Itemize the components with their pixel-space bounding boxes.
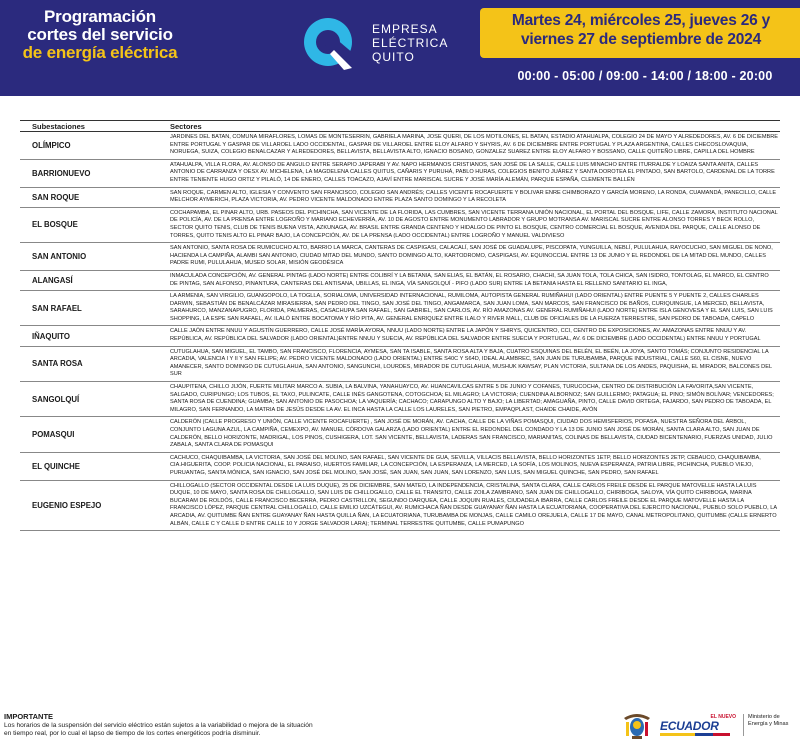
outage-hours: 00:00 - 05:00 / 09:00 - 14:00 / 18:00 - 20:00 <box>517 69 773 83</box>
sector-list: SAN ANTONIO, SANTA ROSA DE RUMICUCHO ALTO, BARRIO LA MARCA, CANTERAS DE CASPIGASI, CALACALÍ, SAN JOSÉ DE GUADALUPE, PISCOPATA, YUNGUILLA, NEBLÍ, PULULAHUA, RAYOCUCHO, SAN MIGUEL DE NONO, HACIENDA LA CAMPIÑA, ALAMBI SAN ANTONIO, CIUDAD MITAD DEL MUNDO, SANTO DOMINGO ALTO, KARTODROMO, CASPIGASI, AV. EQUINOCCIAL ENTRE 13 DE JUNIO Y EL REDONDEL DE LA MITAD DEL MUNDO, CALLES PADRE RUMI, PULULAHUA, MUSEO SOLAR, MISIÓN GEODÉSICA <box>170 245 773 267</box>
company-line-2: ELÉCTRICA <box>372 36 449 50</box>
table-row <box>20 382 780 417</box>
table-row <box>20 271 780 291</box>
sector-list: CHAUPITENA, CHILLO JIJÓN, FUERTE MILITAR MARCO A. SUBIA, LA BALVINA, YANAHUAYCO, AV. HUANCAVILCAS ENTRE 5 DE JUNIO Y COFANES, TURUCOCHA, CENTRO DE DISTRIBUCIÓN LA FAVORITA,SAN VICENTE, SALGADO, CURIPUNGO; LOS TUBOS, EL TAXO, PULINCATE, CALLE INÉS GANGOTENA, COTOGCHOA; EL MILAGRO; LA VICTORIA; CUENDINA ALBORNOZ; SAN GUILLERMO; PATAGUA; EL PINO; SIMÓN BOLÍVAR; VENCEDORES; SANTA ROSA DE CUENDINA; GUAMBA; SAN ANTONIO DE PASOCHOA; LA VAQUERÍA; CACHACO; CARAPUNGO ALTO Y BAJO; LA LIBERTAD; AMAGUAÑA, PINTO, CALLE DAVID ORTEGA, FAJARDO, SAN PEDRO DE TABOADA, EL MILAGRO, SAN FERNANDO, LA MATRIA DE JESÚS DESDE LA AV. EL INCA HASTA LA CALLE LOS LAURELES, SAN PIETRO, EMPAQPLAST, CHAIDE CHAIDE, AVÓN <box>170 384 774 413</box>
company-line-1: EMPRESA <box>372 22 438 36</box>
table-row <box>20 132 780 160</box>
table-row <box>20 453 780 481</box>
substation-name: SAN ROQUE <box>32 192 80 202</box>
dates-banner <box>480 8 800 58</box>
divider <box>743 714 744 736</box>
flag-stripe-icon <box>660 733 730 736</box>
ecuador-wordmark: ECUADOR <box>660 719 719 733</box>
ministry-line-2: Energía y Minas <box>748 721 789 727</box>
substation-name: OLÍMPICO <box>32 140 71 150</box>
outage-table <box>20 120 780 531</box>
el-nuevo-label: EL NUEVO <box>710 714 736 720</box>
substation-name: IÑAQUITO <box>32 331 70 341</box>
header-substations: Subestaciones <box>32 122 85 131</box>
page-title <box>0 8 200 62</box>
table-row <box>20 417 780 452</box>
government-logos <box>620 706 800 746</box>
important-line-1: Los horarios de la suspensión del servicio eléctrico están sujetos a la variabilidad o mejora de la situación <box>4 722 313 729</box>
sector-list: INMACULADA CONCEPCIÓN, AV. GENERAL PINTAG (LADO NORTE) ENTRE COLIBRÍ Y LA BETANIA, SAN ELIAS, EL BATÁN, EL ROSARIO, CHACHI, SA JUAN TOLA, TOLA CHICA, SAN ISIDRO, TONTOLAG, EL MARCO, EL CENTRO DE PINTAG, SAN ALFONSO, PINANTURA, CANTERAS DEL ANTISANA, UBILLAS, EL INGA, VÍA SANGOLQUÍ - PIFO (LADO SUR) ENTRE LA BETANIA HASTA EL RELLENO SANITARIO EL INGA, <box>170 272 769 287</box>
table-row <box>20 291 780 326</box>
sector-list: ATAHUALPA, VILLA FLORA, AV. ALONSO DE ANGULO ENTRE SERAPIO JAPERABI Y AV. NAPO HERMANOS CRISTIANOS, SAN JOSÉ DE LA SALLE, CALLE LUIS MINACHO ENTRE ITURRALDE Y LOAIZA SANTA ANITA, CALLES ANTONIO DE CARRANZA Y OESX AV. MICHELENA, LA MAGDELENA CALLES QUITUS, CAÑARIS Y PURUHÁ, PABLO HURAS, COLEGIOS BENITO JUÁREZ Y SANTA DOROTEA EL PINTADO, SAN BARTOLO, CARDENAL DE LA TORRE ENTRE TENIENTE HUGO ORTIZ Y PILALÓ, 14 DE ENERO, CALLES TOACAZO, AJAVÍ ENTRE MARISCAL SUCRE Y JOSÉ MARÍA ALEMÁN, PARQUE ESPAÑA, CLEMENTE BALLÉN <box>170 161 775 183</box>
table-row <box>20 208 780 243</box>
important-note <box>4 712 404 739</box>
company-line-3: QUITO <box>372 50 415 64</box>
substation-name: EUGENIO ESPEJO <box>32 500 102 510</box>
substation-name: SANGOLQUÍ <box>32 394 80 404</box>
sector-list: LA ARMENIA, SAN VIRGILIO, GUANGOPOLO, LA TOGLLA, SORIALOMA, UNIVERSIDAD INTERNACIONAL, RUMILOMA, AUTOPISTA GENERAL RUMIÑAHUI (LADO ORIENTAL) ENTRE PUENTE 5 Y PUENTE 2, CALLES CHARLES DARWIN, SEBASTIÁN DE BENALCÁZAR MIRASIERRA, SAN PEDRO DEL TINGO, SAN JOSÉ DEL TINGO, ANGAMARCA, SAN JUAN LOMA, SAN MARCOS, SAN FRANCISCO DE BAÑOS, CURIQUINGUE, LA MERCED, BELLAVISTA, SARAHURCO, MANZANAPUGRO, FLORIDA, PALMERAS, CASACHUPA SAN RAFAEL, SAN GABRIEL, SAN CARLOS, AV. RÍO AMAZONAS AV. GENERAL RUMIÑAHUI (LADO NORTE) ENTRE ISLA GENOVESA Y EL SAN LUIS, SAN LUIS SHOPPING, LA ESPE SAN RAFAEL, AV. ILALÓ ENTRE BOCATOMA Y RÍO PITA, AV. GENERAL ENRIQUEZ ENTRE ILALO Y RIVER MALL, CLUB DE OFICIALES DE LA FUERZA TERRESTRE, SAN PEDRO DE TABOADA, CAPELO <box>170 293 773 322</box>
title-line-3: de energía eléctrica <box>22 43 178 62</box>
substation-name: SAN ANTONIO <box>32 252 87 262</box>
eeq-logo-icon <box>300 14 360 74</box>
table-row <box>20 326 780 346</box>
table-header <box>20 120 780 132</box>
company-logo <box>300 14 500 74</box>
substation-name: SAN RAFAEL <box>32 303 82 313</box>
sector-list: CALDERÓN (CALLE PROGRESO Y UNIÓN, CALLE VICENTE ROCAFUERTE) , SAN JOSÉ DE MORÁN, AV. CACHA, CALLE DE LA VIÑAS POMASQUI, CIUDAD DOS HEMISFERIOS, POFASA, NUESTRA SEÑORA DEL ÁRBOL, CONJUNTO LAGUNA AZUL, LA CAMPIÑA, CEMEXPO, AV. MANUEL CÓRDOVA GALARZA (LADO ORIENTAL) ENTRE EL REDONDEL DEL CONDADO Y LA 13 DE JUNIO SAN JOSÉ DE MORÁN, SANTA CLARA ALTO, SAN JUAN DE CALDERÓN, BELLO HORIZONTE, MADRIGAL, LOS PINOS, CUSHIGERA, LOT. SAN VICENTE, BELLAVISTA, LADERAS SAN FRANCISCO, MARIANITAS, COLINAS DE BELLAVISTA, CIUDAD BICENTENARIO, FUERZAS UNIDAD, JULIO ZABALA, SANTA CLARA DE POMASQUI <box>170 419 773 449</box>
dates-line-1: Martes 24, miércoles 25, jueves 26 y <box>511 12 771 29</box>
table-row <box>20 243 780 271</box>
substation-name: SANTA ROSA <box>32 359 83 369</box>
ecuador-brand <box>660 714 740 736</box>
important-line-2: en tiempo real, por lo cual el lapso de tiempo de los cortes energéticos podría disminuir. <box>4 730 261 738</box>
header-sectors: Sectores <box>170 122 202 131</box>
table-row <box>20 347 780 382</box>
dates-line-2: viernes 27 de septiembre de 2024 <box>520 31 762 48</box>
company-name <box>372 22 448 64</box>
sector-list: CUTUGLAHUA, SAN MIGUEL, EL TAMBO, SAN FRANCISCO, FLORENCIA, AYMESA, SAN TA ISABLE, SANTA ROSA ALTA Y BAJA, CUATRO ESQUINAS DEL BELÉN, EL BEÉN, LA JOYA, SANTO TOMÁS; CONJUNTO RESIDENCIAL LA ARCADIA, VALENCIA I Y II Y SAN FELIPE; AV. PEDRO VICENTE MALDONADO (LADO ORIENTAL) ENTRE S40C Y S64D, IDEAL ALAMBREC, SAN JUAN DE TURUBAMBA, PARQUE INDUSTRIAL, CALLE S60, EL CISNE, NUEVO AMANECER, SANTO DOMINGO DE CUTUGLAHUA, SAN ANTONIO, SANGUNCHI, LOURDES, MIRADOR DE CUTUGLAHUA, MUSHUK KAWSAY, PLAN VICTORIA, SULTANA DE LOS ANDES, PAQUISHA, EL MIRADOR, BALCONES DEL SUR <box>170 348 772 378</box>
sector-list: CHILLOGALLO (SECTOR OCCIDENTAL DESDE LA LUIS DUQUE), 25 DE DICIEMBRE, SAN MATEO, LA INDEPENDENCIA, CRISTALINA, SANTA CLARA, CALLE CARLOS FREILE DESDE EL PARQUE MATOVELLE HASTA LA LUIS DUQUE, 10 DE MAYO, SANTA ROSA DE CHILLOGALLO, SAN LUIS DE CHILLOGALLO, CALLE EL TRANSITO, CALLE ZOILA ZAMBRANO, SAN JUAN DE CHILLOGALLO, CHIRIBOGA, SALOYA, VÍA QUITO CHIRIBOGA, MARINA BUCARAM DE ROLDÓS, CALLE FRANCISCO BECERRA, PEDRO CASTRILLON, SEGUNDO DARQUEA, CALLE JOQUIN RUALES, CIUDADELA IBARRA, CALLE CARLOS FREILE DESDE EL PARQUE MATOVELLE HASTA LA FRANCISCO LÓPEZ, PARQUE CENTRAL CHILLOGALLO, CALLE EMILIO UZCÁTEGUI, AV. RUMICHACA ÑAN DESDE GUAYANAY ÑAN HASTA LA ECUATORIANA, COOPERATIVA DEL EJERCITO NACIONAL, PUEBLO SOLO PUEBLO, LA ARCADIA, AV. QUITUMBE ÑAN ENTRE GUAYANAY ÑAN HASTA QUILLA ÑAN, LA ECUATORIANA, TURUBAMBA DE MONJAS, CALLE CAMILO OREJUELA, CALLE 17 DE MAYO, CANAL METROPOLITANO, QUITUMBE (CALLE ERNERTO ALBÁN, CALLE C Y CALLE D ENTRE CALLE 10 Y JORGE SALVADOR LARA); TERMINAL TERRESTRE QUITUMBE, CALLE PUMAPUNGO <box>170 482 777 527</box>
sector-list: CACHUCO, CHAQUIBAMBA, LA VICTORIA, SAN JOSÉ DEL MOLINO, SAN RAFAEL, SAN VICENTE DE GUA, SEVILLA, VILLACIS BELLAVISTA, BELLO HORIZONTES 1ETP, BELLO HORIZONTES 2ETP, CEBAUCO, CHAQUIBAMBA, CIA.HIGUERITA, COOP. POLICIA NACIONAL, EL PARAISO, HUERTOS FAMILIAR, LA CONCEPCIÓN, LA ESPERANZA, LA MERCED, LA SOFÍA, LOS MOLINOS, NUEVA ESPERANZA, PATRIA LIBRE, PICHINCHA, PUEBLO VIEJO, PURUANTAG, SANTA MÓNICA, SAN IGNACIO, SAN JOSÉ DEL MOLINO, SAN JOSÉ, SAN JUAN, SAN JUAN, SAN LORENZO, SAN LUIS, SAN MIGUEL QUINCHE, SAN PEDRO, SAN RAFAEL <box>170 454 761 476</box>
ministry-line-1: Ministerio de <box>748 714 780 720</box>
table-row <box>20 188 780 208</box>
substation-name: POMASQUI <box>32 430 75 440</box>
header-banner <box>0 0 800 96</box>
substation-name: BARRIONUEVO <box>32 168 91 178</box>
title-line-2: cortes del servicio <box>27 25 173 44</box>
sector-list: COCHAPAMBA, EL PINAR ALTO, URB. PASEOS DEL PICHINCHA, SAN VICENTE DE LA FLORIDA, LAS CUMBRES, SAN VICENTE TERRANA UNIÓN NACIONAL, EL PORTAL DEL BOSQUE, LIFE, CALLE ZAMORA, INSTITUTO NACIONAL DE POLICÍA, AV. DE LA PRENSA ENTRE LOGROÑO Y MARIANO ECHEVERRÍA, AV. 10 DE AGOSTO ENTRE MONUMENTO LABRADOR Y GRUPO MOTRANSA AV. MARISCAL SUCRE ENTRE ALONSO TORRES Y BECK ROLLO, SECTOR QUITO TENIS, CLUB DE TENIS BUENA VISTA, AZKUNAGA, AV. BRASIL ENTRE GRANDA CENTENO Y HIDALGO DE PINTO EL BOSQUE, CENTRO COMERCIAL EL BOSQUE, AVENIDA DEL PARQUE, CALLE ALONSO DE TORRES, QUITO TENIS ALTO EL PINAR BAJO, LA CONCEPCIÓN, AV. DE LA PRENSA (LADO OCCIDENTAL) ENTRE LOGROÑO Y MANUEL VALDIVIESO <box>170 209 778 239</box>
title-line-1: Programación <box>44 7 156 26</box>
sector-list: JARDINES DEL BATAN, COMUNA MIRAFLORES, LOMAS DE MONTESERRIN, GABRIELA MARINA, JOSE QUERI, DE LOS MOTILONES, EL BATAN, ESTADIO ATAHUALPA, COLEGIO 24 DE MAYO Y ALREDEDORES, AV. 6 DE DICIEMBRE ENTRE PORTUGAL Y GASPAR DE VILLAROEL LADO OCCIDENTAL, GASPAR DE VILLAROEL ENTRE ELOY ALFARO Y SHYRIS, AV. 6 DE DICIEMBRE ENTRE PORTUGAL Y PLAZA ARGENTINA, CALLES CHECOSLOVAQUIA, NORUEGA, SUIZA, COLEGIO BENALCAZAR Y ALREDEDORES, BELLAVISTA, BELLAVISTA ALTO, IGNACIO BOSANO, GONZALEZ SUAREZ ENTRE ELOY ALFARO Y BOSSANO, CALLE QUITEÑO LIBRE, CAPILLA DEL HOMBRE <box>170 134 778 156</box>
sector-list: SAN ROQUE, CARMEN ALTO, IGLESIA Y CONVENTO SAN FRANCISCO, COLEGIO SAN ANDRÉS; CALLES VICENTE ROCAFUERTE Y BOLIVAR ENRE CHIMBORAZO Y GARCÍA MORENO, LA RONDA, CUAMANDÁ, PANECILLO, CALLE MELCHOR AYMERICH, PLAZA VICTORIA, AV. PEDRO VICENTE MALDONADO ENTRE PLAZA SANTO DOMINGO Y LA RECOLETA <box>170 189 777 204</box>
substation-name: EL BOSQUE <box>32 220 78 230</box>
table-row <box>20 160 780 188</box>
table-row <box>20 481 780 532</box>
substation-name: EL QUINCHE <box>32 461 80 471</box>
important-title: IMPORTANTE <box>4 712 54 721</box>
sector-list: CALLE JAÓN ENTRE NNUU Y AGUSTÍN GUERRERO, CALLE JOSÉ MARÍA AYORA, NNUU (LADO NORTE) ENTRE LA JAPÓN Y SHIRYS, QUICENTRO, CCI, CENTRO DE EXPOSICIONES, AV. AMAZONAS ENTRE NNUU Y AV. REPÚBLICA, AV. REPÚBLICA DEL SALVADOR (LADO ORIENTAL)ENTRE NNUU Y SUECIA, AV. REPÚBLICA DEL SALVADOR ENTRE SUECIA Y PORTUGAL, AV. 6 DE DICIEMBRE (LADO OCCIDENTAL) ENTRE NNUU Y PORTUGAL <box>170 328 761 343</box>
ministry-name <box>748 714 788 728</box>
ecuador-coat-of-arms-icon <box>620 708 654 742</box>
substation-name: ALANGASÍ <box>32 276 73 285</box>
